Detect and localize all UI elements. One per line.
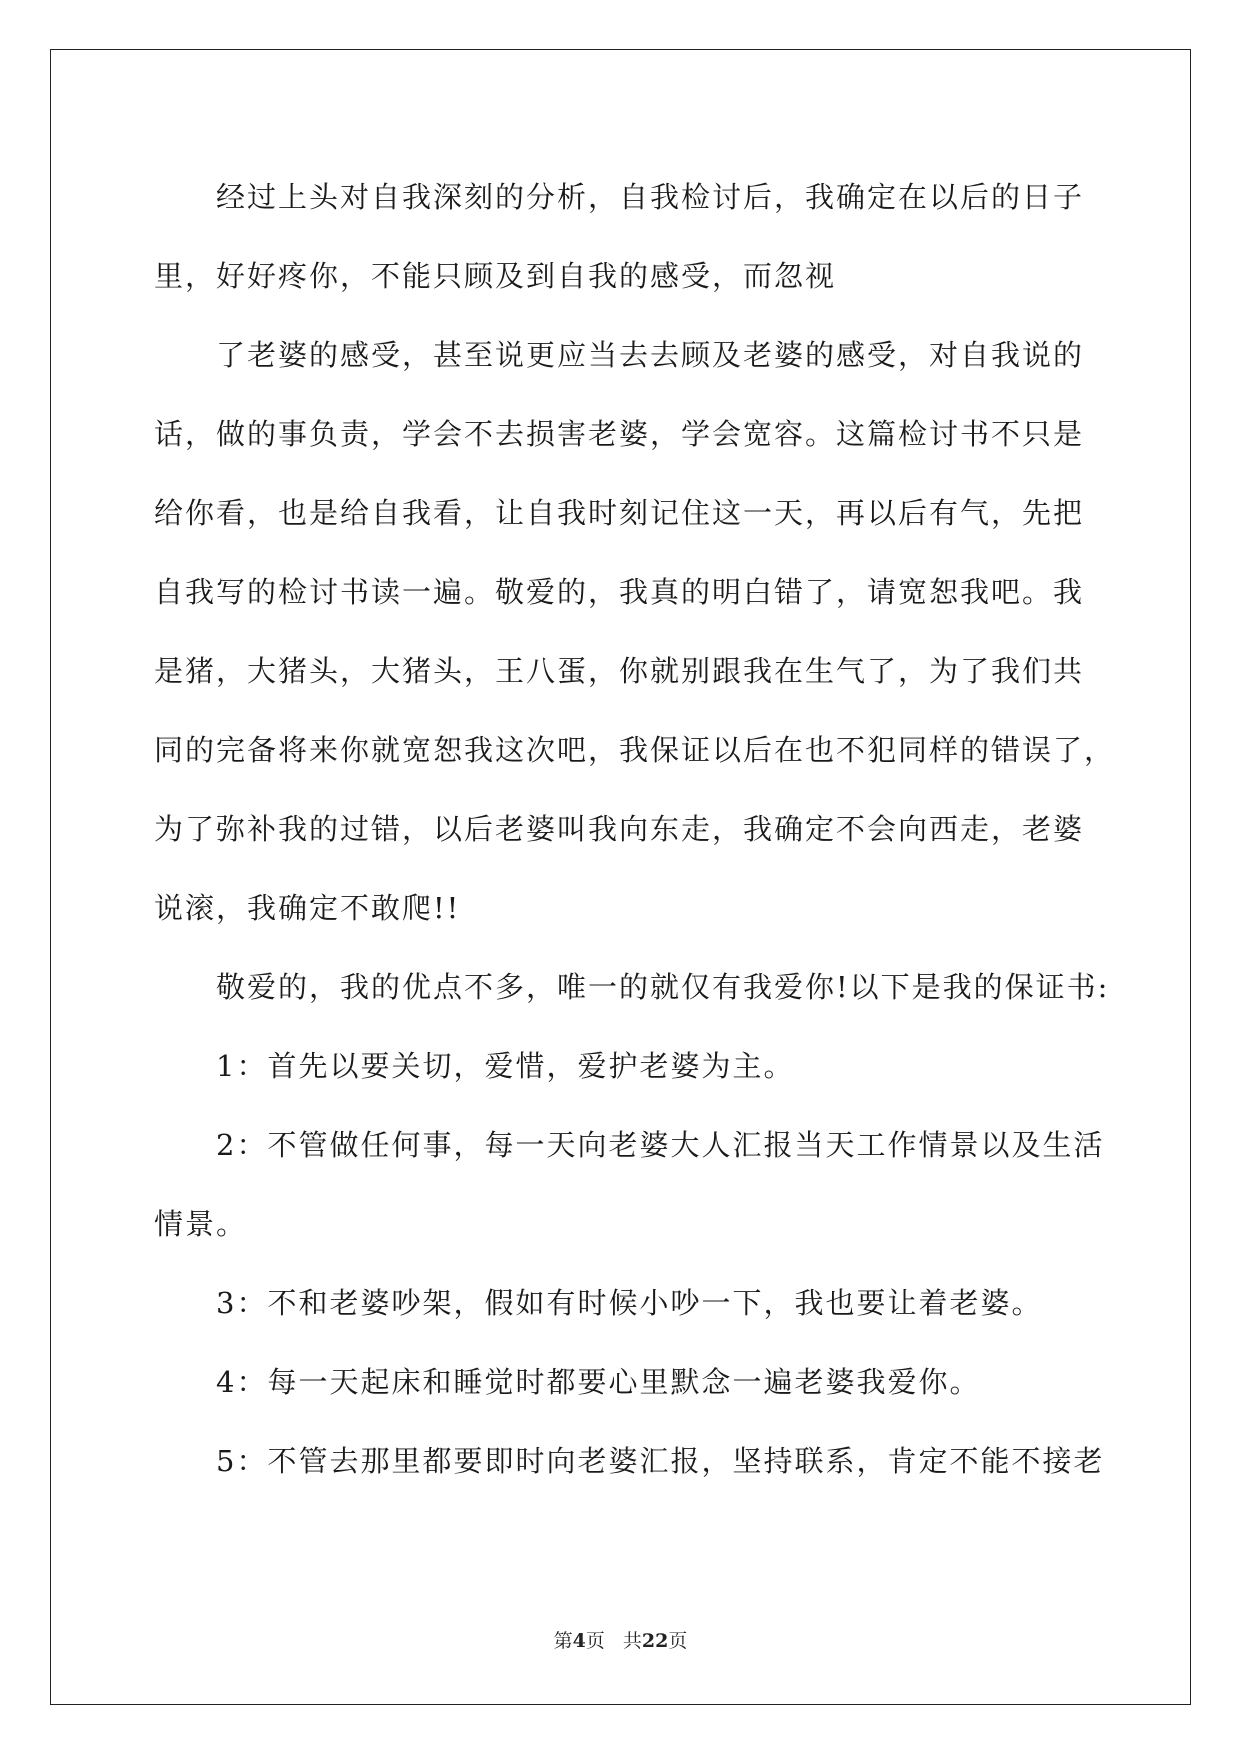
document-body bbox=[154, 158, 1116, 1501]
text-line: 3：不和老婆吵架，假如有时候小吵一下，我也要让着老婆。 bbox=[216, 1286, 1043, 1320]
total-prefix: 共 bbox=[622, 1630, 642, 1652]
page-prefix: 第 bbox=[553, 1630, 573, 1652]
text-line: 4：每一天起床和睡觉时都要心里默念一遍老婆我爱你。 bbox=[216, 1365, 981, 1399]
page-suffix: 页 bbox=[585, 1630, 605, 1652]
text-line: 为了弥补我的过错，以后老婆叫我向东走，我确定不会向西走，老婆 bbox=[154, 812, 1085, 846]
text-line: 情景。 bbox=[154, 1207, 248, 1241]
text-line: 经过上头对自我深刻的分析，自我检讨后，我确定在以后的日子 bbox=[216, 180, 1085, 214]
page-footer bbox=[0, 1626, 1241, 1653]
text-line: 同的完备将来你就宽恕我这次吧，我保证以后在也不犯同样的错误了， bbox=[154, 733, 1116, 767]
text-line: 5：不管去那里都要即时向老婆汇报，坚持联系，肯定不能不接老 bbox=[216, 1444, 1105, 1478]
text-line: 了老婆的感受，甚至说更应当去去顾及老婆的感受，对自我说的 bbox=[216, 338, 1085, 372]
text-line: 给你看，也是给自我看，让自我时刻记住这一天，再以后有气，先把 bbox=[154, 496, 1085, 530]
text-line: 说滚，我确定不敢爬!! bbox=[154, 891, 461, 925]
text-line: 里，好好疼你，不能只顾及到自我的感受，而忽视 bbox=[154, 259, 837, 293]
text-line: 话，做的事负责，学会不去损害老婆，学会宽容。这篇检讨书不只是 bbox=[154, 417, 1085, 451]
text-line: 1：首先以要关切，爱惜，爱护老婆为主。 bbox=[216, 1049, 795, 1083]
text-line: 敬爱的，我的优点不多，唯一的就仅有我爱你!以下是我的保证书: bbox=[216, 970, 1110, 1004]
total-suffix: 页 bbox=[668, 1630, 688, 1652]
text-line: 2：不管做任何事，每一天向老婆大人汇报当天工作情景以及生活 bbox=[216, 1128, 1105, 1162]
current-page-number: 4 bbox=[572, 1630, 586, 1652]
text-line: 是猪，大猪头，大猪头，王八蛋，你就别跟我在生气了，为了我们共 bbox=[154, 654, 1085, 688]
total-page-number: 22 bbox=[641, 1630, 669, 1652]
text-line: 自我写的检讨书读一遍。敬爱的，我真的明白错了，请宽恕我吧。我 bbox=[154, 575, 1085, 609]
